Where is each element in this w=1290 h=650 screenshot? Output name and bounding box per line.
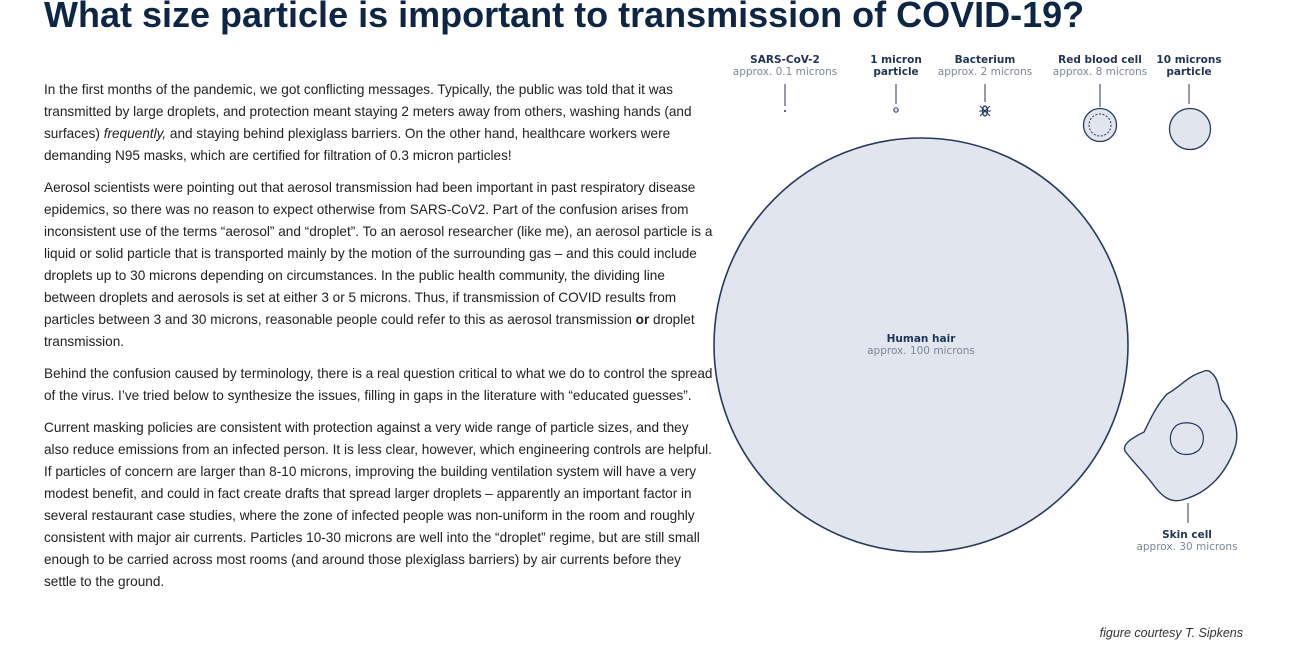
paragraph-2-strong: or [635, 312, 650, 327]
paragraph-2-text-end: droplet transmission. [44, 312, 695, 349]
paragraph-1 [44, 79, 716, 167]
bacterium-label: Bacterium [954, 54, 1016, 66]
paragraph-2-text: Aerosol scientists were pointing out that aerosol transmission had been important in past respiratory disease epidemics, so there was no reason to expect otherwise from SARS-CoV2. Part of the confusion arises from inconsistent use of the terms “aerosol” and “droplet”. To an aerosol researcher (like me), an aerosol particle is a liquid or solid particle that is transported mainly by the motion of the surrounding gas – and this could include droplets up to 30 microns depending on circumstances. In the public health community, the dividing line between droplets and aerosols is set at either 3 or 5 microns. Thus, if transmission of COVID results from particles between 3 and 30 microns, reasonable people could refer to this as aerosol transmission [44, 180, 713, 327]
red-blood-cell-inner [1089, 114, 1111, 136]
particle-size-figure [704, 44, 1264, 604]
one-micron-particle-circle [894, 108, 898, 112]
ten-micron-particle-circle [1170, 109, 1211, 150]
page-title: What size particle is important to transmission of COVID-19? [44, 0, 1085, 35]
sars-label: SARS-CoV-2 [750, 54, 820, 66]
skin-cell-nucleus [1170, 423, 1203, 455]
human-hair-size-label: approx. 100 microns [867, 345, 975, 357]
ten-micron-particle-label: particle [1166, 66, 1212, 78]
human-hair-label: Human hair [886, 333, 956, 345]
figure-caption: figure courtesy T. Sipkens [1099, 626, 1243, 640]
bacterium-icon [979, 106, 991, 116]
bacterium-size-label: approx. 2 microns [937, 66, 1033, 78]
sars-virus-dot [784, 110, 786, 112]
ten-micron-label: 10 microns [1156, 54, 1222, 66]
article-body [44, 79, 716, 603]
paragraph-3: Behind the confusion caused by terminology, there is a real question critical to what we do to control the spread of the virus. I’ve tried below to synthesize the issues, filling in gaps in the literature with “educated guesses”. [44, 366, 713, 403]
paragraph-2 [44, 177, 716, 353]
skin-cell-size-label: approx. 30 microns [1136, 541, 1238, 553]
paragraph-1-text: In the first months of the pandemic, we got conflicting messages. Typically, the public was told that it was transmitted by large droplets, and protection meant staying 2 meters away from others, washing hands (and surfaces) [44, 82, 692, 141]
skin-cell-label: Skin cell [1162, 529, 1212, 541]
one-micron-label: 1 micron [870, 54, 922, 66]
particle-size-diagram [704, 44, 1264, 604]
sars-size-label: approx. 0.1 microns [732, 66, 838, 78]
one-micron-particle-label: particle [873, 66, 919, 78]
paragraph-4: Current masking policies are consistent with protection against a very wide range of particle sizes, and they also reduce emissions from an infected person. It is less clear, however, which engineering controls are helpful. If particles of concern are larger than 8-10 microns, improving the building ventilation system will have a very modest benefit, and could in fact create drafts that spread larger droplets – apparently an important factor in several restaurant case studies, where the zone of infected people was non-uniform in the room and roughly consistent with major air currents. Particles 10-30 microns are well into the “droplet” regime, but are still small enough to be carried across most rooms (and around those plexiglass barriers) by air currents before they settle to the ground. [44, 420, 712, 589]
red-blood-cell-size-label: approx. 8 microns [1052, 66, 1148, 78]
paragraph-1-text-end: and staying behind plexiglass barriers. On the other hand, healthcare workers were demanding N95 masks, which are certified for filtration of 0.3 micron particles! [44, 126, 671, 163]
red-blood-cell-label: Red blood cell [1058, 54, 1142, 66]
paragraph-1-emphasis: frequently, [103, 126, 167, 141]
